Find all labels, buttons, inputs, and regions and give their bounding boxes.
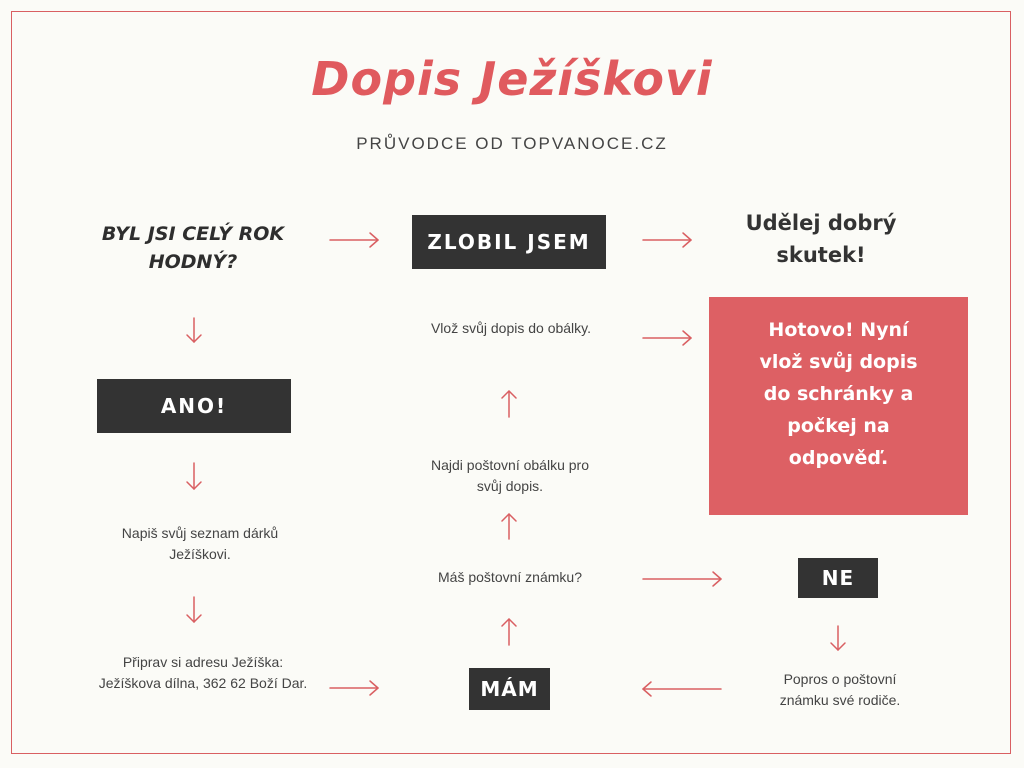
node-address: Připrav si adresu Ježíška: Ježíškova dílna, 362 62 Boží Dar. bbox=[98, 654, 308, 691]
node-good-deed: Udělej dobrý skutek! bbox=[745, 211, 897, 267]
node-ask-parents: Popros o poštovní známku své rodiče. bbox=[779, 671, 901, 708]
node-yes: ANO! bbox=[97, 379, 291, 433]
page-title: Dopis Ježíškovi bbox=[311, 52, 713, 106]
node-stamp-question: Máš poštovní známku? bbox=[438, 569, 582, 585]
node-envelope-put: Vlož svůj dopis do obálky. bbox=[430, 320, 592, 336]
node-envelope-find: Najdi poštovní obálku pro svůj dopis. bbox=[431, 457, 589, 494]
node-naughty: ZLOBIL JSEM bbox=[412, 215, 606, 269]
node-no: NE bbox=[798, 558, 878, 598]
page-subtitle: PRŮVODCE OD TOPVANOCE.CZ bbox=[356, 134, 668, 153]
node-list: Napiš svůj seznam dárků Ježíškovi. bbox=[121, 525, 279, 562]
node-have: MÁM bbox=[469, 668, 550, 710]
node-done: Hotovo! Nyní vlož svůj dopis do schránky a počkej na odpověď. bbox=[709, 297, 968, 515]
node-question: BYL JSI CELÝ ROK HODNÝ? bbox=[101, 223, 285, 273]
